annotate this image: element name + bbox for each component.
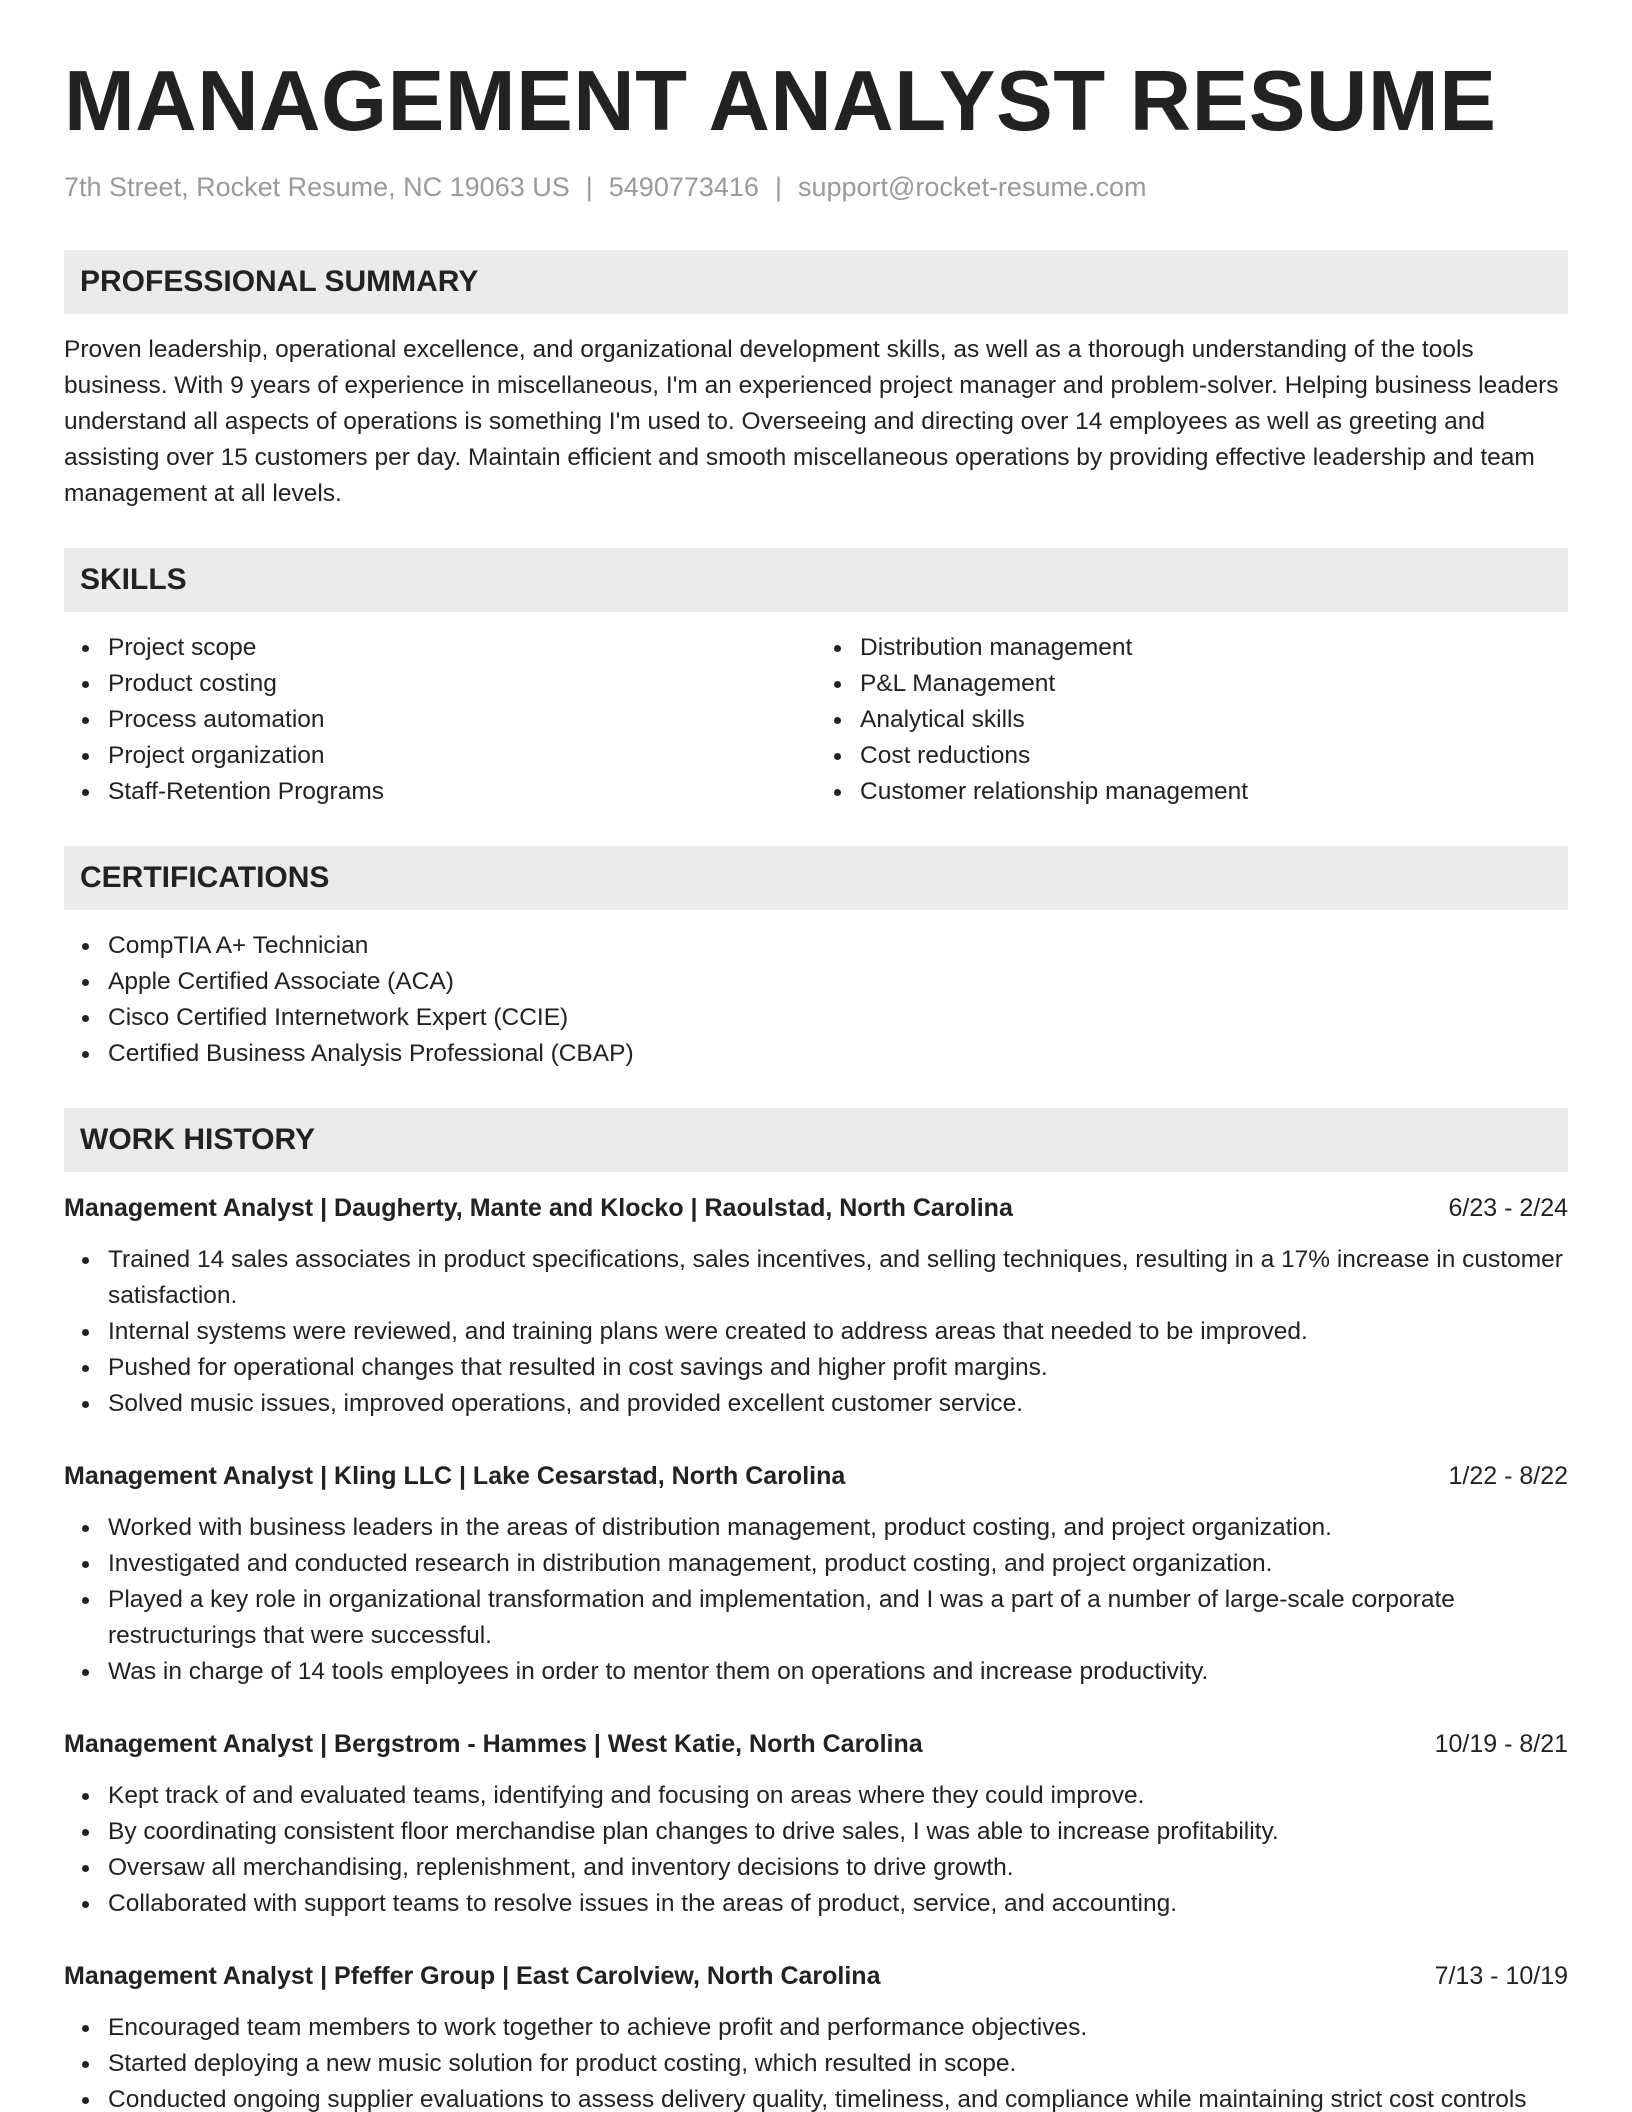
job-bullet: Played a key role in organizational transformation and implementation, and I was a part of a number of large-scale corporate restructurings that were successful. — [108, 1582, 1568, 1654]
summary-section-title: PROFESSIONAL SUMMARY — [80, 265, 479, 298]
job-bullet: Was in charge of 14 tools employees in order to mentor them on operations and increase productivity. — [108, 1654, 1568, 1690]
job-header — [64, 1726, 1568, 1762]
skills-section-title: SKILLS — [80, 563, 187, 596]
work-history-section-title: WORK HISTORY — [80, 1123, 316, 1156]
certifications-list — [64, 928, 1568, 1072]
contact-email: support@rocket-resume.com — [797, 172, 1147, 202]
job-bullet: Encouraged team members to work together to achieve profit and performance objectives. — [108, 2010, 1568, 2046]
certification-item: Certified Business Analysis Professional (CBAP) — [108, 1036, 1568, 1072]
resume-title: MANAGEMENT ANALYST RESUME — [64, 54, 1497, 149]
skills-column-right — [816, 630, 1568, 810]
certifications-section-title: CERTIFICATIONS — [80, 861, 330, 894]
job-bullet: Worked with business leaders in the areas of distribution management, product costing, and project organization. — [108, 1510, 1568, 1546]
skill-item: Process automation — [108, 702, 816, 738]
job-bullets — [64, 1242, 1568, 1422]
job-dates: 10/19 - 8/21 — [1434, 1730, 1568, 1758]
job-title: Management Analyst | Kling LLC | Lake Cesarstad, North Carolina — [64, 1462, 846, 1490]
work-history-section — [64, 1190, 1568, 2112]
job-bullet: By coordinating consistent floor merchandise plan changes to drive sales, I was able to increase profitability. — [108, 1814, 1568, 1850]
job-dates: 7/13 - 10/19 — [1434, 1962, 1568, 1990]
skill-item: Customer relationship management — [860, 774, 1568, 810]
job-bullet: Solved music issues, improved operations, and provided excellent customer service. — [108, 1386, 1568, 1422]
job-entry — [64, 1958, 1568, 2112]
job-bullets — [64, 2010, 1568, 2112]
job-bullet: Kept track of and evaluated teams, identifying and focusing on areas where they could improve. — [108, 1778, 1568, 1814]
skill-item: Cost reductions — [860, 738, 1568, 774]
job-entry — [64, 1458, 1568, 1690]
skill-item: Product costing — [108, 666, 816, 702]
skill-item: Staff-Retention Programs — [108, 774, 816, 810]
job-bullet: Investigated and conducted research in distribution management, product costing, and project organization. — [108, 1546, 1568, 1582]
job-bullet: Oversaw all merchandising, replenishment, and inventory decisions to drive growth. — [108, 1850, 1568, 1886]
summary-text: Proven leadership, operational excellence, and organizational development skills, as well as a thorough understanding of the tools business. With 9 years of experience in miscellaneous, I'm an experienced project manager and problem-solver. Helping business leaders understand all aspects of operations is something I'm used to. Overseeing and directing over 14 employees as well as greeting and assisting over 15 customers per day. Maintain efficient and smooth miscellaneous operations by providing effective leadership and team management at all levels. — [64, 336, 1559, 507]
job-entry — [64, 1726, 1568, 1922]
certifications-section-header — [64, 846, 1568, 910]
contact-address: 7th Street, Rocket Resume, NC 19063 US — [64, 172, 570, 202]
contact-line — [64, 170, 1568, 204]
job-header — [64, 1958, 1568, 1994]
job-title: Management Analyst | Bergstrom - Hammes | West Katie, North Carolina — [64, 1730, 923, 1758]
contact-separator: | — [774, 172, 782, 202]
job-bullet: Collaborated with support teams to resolve issues in the areas of product, service, and accounting. — [108, 1886, 1568, 1922]
summary-section — [64, 332, 1568, 512]
job-bullets — [64, 1510, 1568, 1690]
job-bullets — [64, 1778, 1568, 1922]
summary-section-header — [64, 250, 1568, 314]
skills-column-left — [64, 630, 816, 810]
certification-item: CompTIA A+ Technician — [108, 928, 1568, 964]
job-bullet: Conducted ongoing supplier evaluations to assess delivery quality, timeliness, and compliance while maintaining strict cost controls — [108, 2082, 1568, 2112]
job-title: Management Analyst | Daugherty, Mante and Klocko | Raoulstad, North Carolina — [64, 1194, 1013, 1222]
job-bullet: Pushed for operational changes that resulted in cost savings and higher profit margins. — [108, 1350, 1568, 1386]
job-bullet: Internal systems were reviewed, and training plans were created to address areas that needed to be improved. — [108, 1314, 1568, 1350]
skill-item: P&L Management — [860, 666, 1568, 702]
certification-item: Apple Certified Associate (ACA) — [108, 964, 1568, 1000]
job-entry — [64, 1190, 1568, 1422]
job-header — [64, 1458, 1568, 1494]
job-header — [64, 1190, 1568, 1226]
contact-phone: 5490773416 — [608, 172, 759, 202]
job-dates: 6/23 - 2/24 — [1448, 1194, 1568, 1222]
certification-item: Cisco Certified Internetwork Expert (CCIE) — [108, 1000, 1568, 1036]
job-title: Management Analyst | Pfeffer Group | East Carolview, North Carolina — [64, 1962, 881, 1990]
skill-item: Analytical skills — [860, 702, 1568, 738]
skill-item: Distribution management — [860, 630, 1568, 666]
skill-item: Project organization — [108, 738, 816, 774]
skills-section-header — [64, 548, 1568, 612]
work-history-section-header — [64, 1108, 1568, 1172]
contact-separator: | — [585, 172, 593, 202]
job-dates: 1/22 - 8/22 — [1448, 1462, 1568, 1490]
job-bullet: Trained 14 sales associates in product specifications, sales incentives, and selling techniques, resulting in a 17% increase in customer satisfaction. — [108, 1242, 1568, 1314]
skills-list — [64, 630, 1568, 810]
job-bullet: Started deploying a new music solution for product costing, which resulted in scope. — [108, 2046, 1568, 2082]
skill-item: Project scope — [108, 630, 816, 666]
